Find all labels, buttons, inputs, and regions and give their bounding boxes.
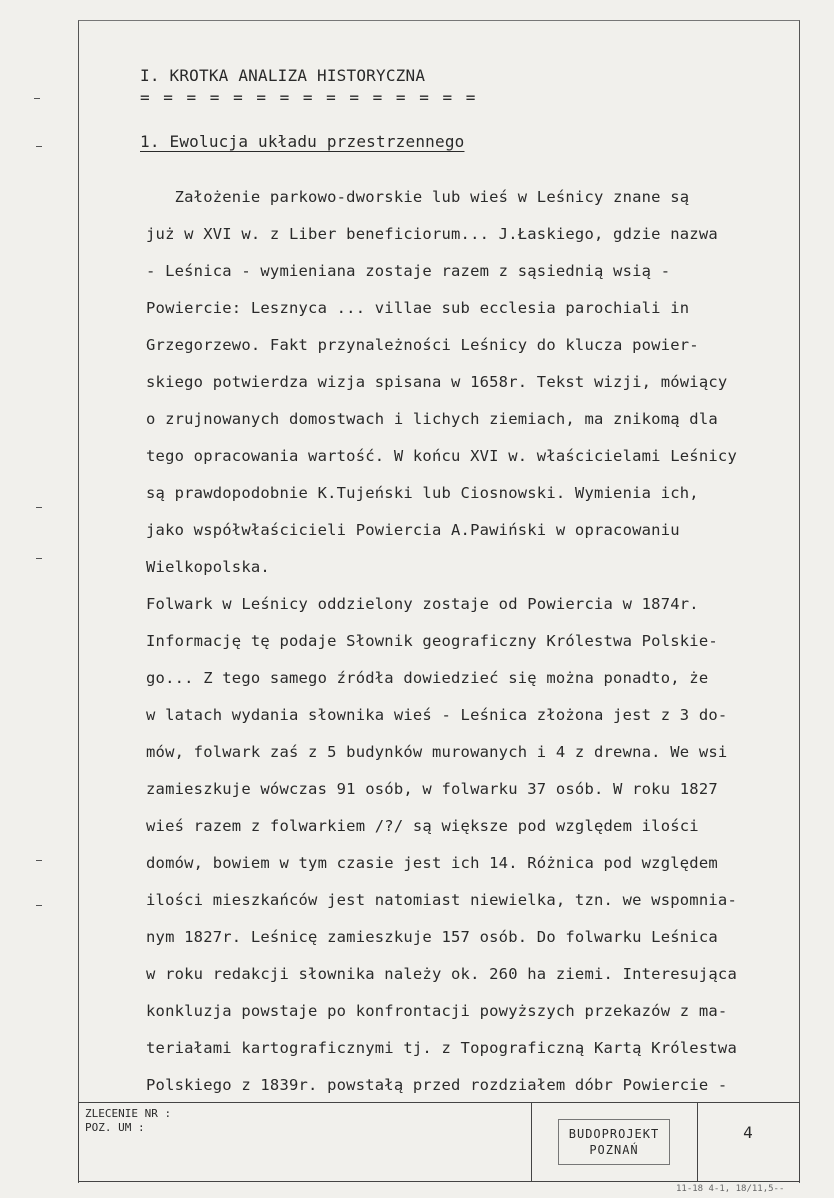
subsection-heading: 1. Ewolucja układu przestrzennego bbox=[140, 132, 465, 151]
position-label: POZ. UM : bbox=[85, 1121, 145, 1134]
body-line: Założenie parkowo-dworskie lub wieś w Leśnicy znane są bbox=[146, 188, 690, 206]
body-line: zamieszkuje wówczas 91 osób, w folwarku 37 osób. W roku 1827 bbox=[146, 780, 718, 798]
company-stamp bbox=[531, 1103, 697, 1181]
body-line: Folwark w Leśnicy oddzielony zostaje od Powiercia w 1874r. bbox=[146, 595, 699, 613]
body-line: są prawdopodobnie K.Tujeński lub Ciosnowski. Wymienia ich, bbox=[146, 484, 699, 502]
body-line: Informację tę podaje Słownik geograficzny Królestwa Polskie- bbox=[146, 632, 718, 650]
body-line: Wielkopolska. bbox=[146, 558, 270, 576]
company-city: POZNAŃ bbox=[589, 1143, 639, 1157]
print-code: 11-18 4-1, 18/11,5-- bbox=[676, 1184, 785, 1194]
body-line: o zrujnowanych domostwach i lichych ziemiach, ma znikomą dla bbox=[146, 410, 718, 428]
order-number-label: ZLECENIE NR : bbox=[85, 1107, 172, 1120]
body-line: już w XVI w. z Liber beneficiorum... J.Łaskiego, gdzie nazwa bbox=[146, 225, 718, 243]
body-line: - Leśnica - wymieniana zostaje razem z sąsiednią wsią - bbox=[146, 262, 671, 280]
body-line: Grzegorzewo. Fakt przynależności Leśnicy do klucza powier- bbox=[146, 336, 699, 354]
margin-tick bbox=[36, 905, 42, 906]
section-heading-underline: = = = = = = = = = = = = = = = bbox=[140, 88, 478, 107]
body-line: wieś razem z folwarkiem /?/ są większe pod względem ilości bbox=[146, 817, 699, 835]
body-line: domów, bowiem w tym czasie jest ich 14. Różnica pod względem bbox=[146, 854, 718, 872]
page-number: 4 bbox=[743, 1123, 753, 1142]
company-stamp-box bbox=[558, 1119, 670, 1165]
body-line: Powiercie: Lesznyca ... villae sub ecclesia parochiali in bbox=[146, 299, 690, 317]
body-line: jako współwłaścicieli Powiercia A.Pawiński w opracowaniu bbox=[146, 521, 680, 539]
margin-tick bbox=[36, 146, 42, 147]
body-line: mów, folwark zaś z 5 budynków murowanych i 4 z drewna. We wsi bbox=[146, 743, 728, 761]
body-line: tego opracowania wartość. W końcu XVI w. właścicielami Leśnicy bbox=[146, 447, 737, 465]
footer-stamp-box bbox=[78, 1102, 800, 1182]
company-name: BUDOPROJEKT bbox=[568, 1127, 660, 1141]
margin-tick bbox=[36, 507, 42, 508]
footer-divider bbox=[697, 1103, 698, 1181]
body-line: Polskiego z 1839r. powstałą przed rozdziałem dóbr Powiercie - bbox=[146, 1076, 728, 1094]
margin-tick bbox=[36, 558, 42, 559]
body-line: teriałami kartograficznymi tj. z Topograficzną Kartą Królestwa bbox=[146, 1039, 737, 1057]
margin-tick bbox=[34, 98, 40, 99]
body-line: konkluzja powstaje po konfrontacji powyższych przekazów z ma- bbox=[146, 1002, 728, 1020]
body-line: ilości mieszkańców jest natomiast niewielka, tzn. we wspomnia- bbox=[146, 891, 737, 909]
body-line: nym 1827r. Leśnicę zamieszkuje 157 osób. Do folwarku Leśnica bbox=[146, 928, 718, 946]
body-line: go... Z tego samego źródła dowiedzieć się można ponadto, że bbox=[146, 669, 709, 687]
order-info bbox=[85, 1107, 171, 1135]
body-line: skiego potwierdza wizja spisana w 1658r. Tekst wizji, mówiący bbox=[146, 373, 728, 391]
body-line: w roku redakcji słownika należy ok. 260 ha ziemi. Interesująca bbox=[146, 965, 737, 983]
body-line: w latach wydania słownika wieś - Leśnica złożona jest z 3 do- bbox=[146, 706, 728, 724]
section-heading: I. KROTKA ANALIZA HISTORYCZNA bbox=[140, 66, 426, 85]
margin-tick bbox=[36, 860, 42, 861]
